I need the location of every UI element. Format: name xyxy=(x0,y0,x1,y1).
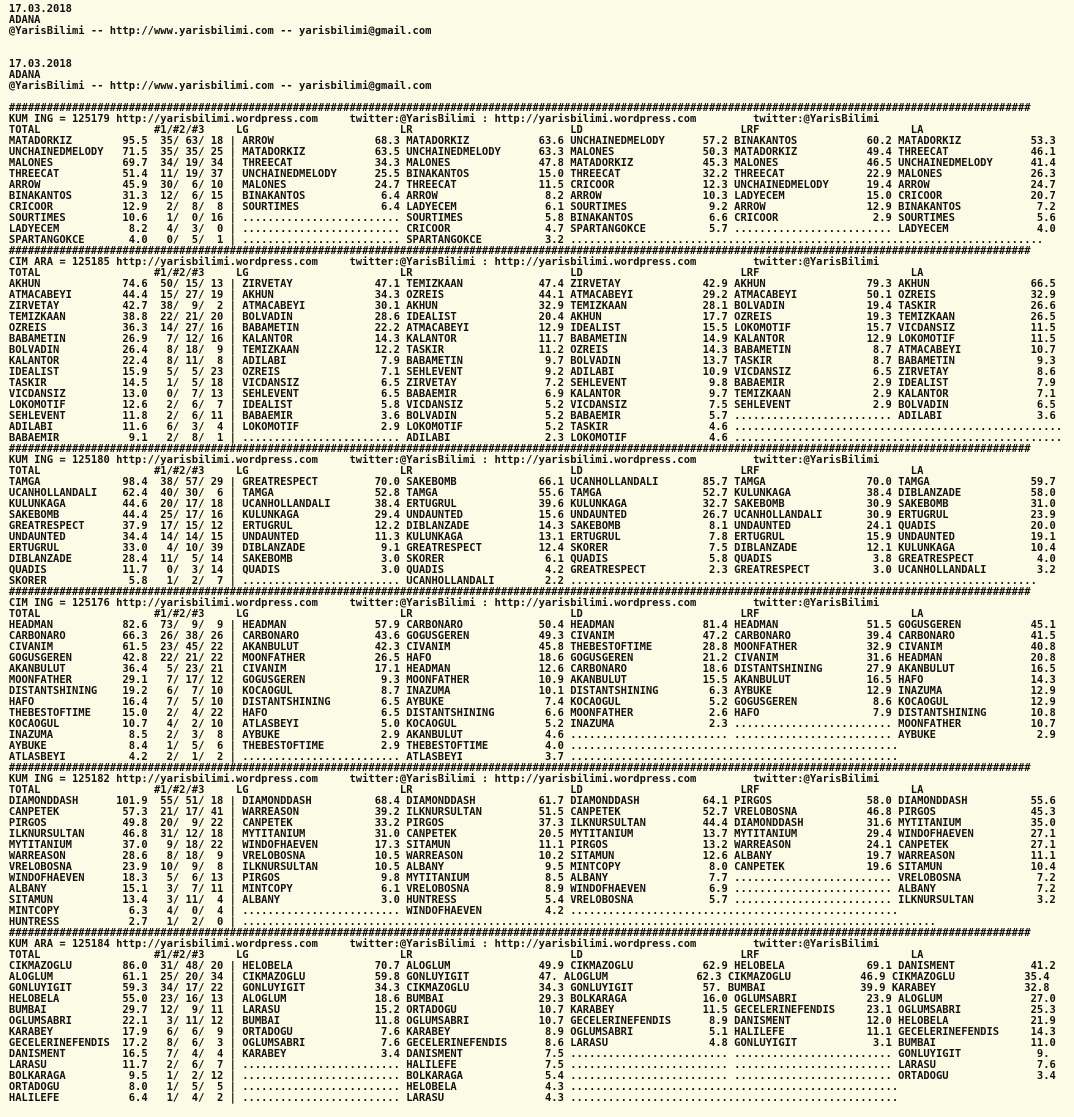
result-row: TASKIR 14.5 1/ 5/ 18 | VICDANSIZ 6.5 ZIRVETAY 7.2 SEHLEVENT 9.8 BABAEMIR 2.9 IDEALIST 7.9 xyxy=(8,377,1056,389)
result-row: ZIRVETAY 42.7 38/ 9/ 2 | ATMACABEYI 30.1 AKHUN 32.9 TEMIZKAAN 28.1 BOLVADIN 19.4 TASKIR 26.6 xyxy=(8,300,1056,312)
result-row: DISTANTSHINING 19.2 6/ 7/ 10 | KOCAOGUL 8.7 INAZUMA 10.1 DISTANTSHINING 6.3 AYBUKE 12.9 INAZUMA 12.9 xyxy=(8,685,1056,697)
result-row: BABAEMIR 9.1 2/ 8/ 1 | ......................... ADILABI 2.3 LOKOMOTIF 4.6 .................................................... xyxy=(8,432,1063,444)
result-row: ARROW 45.9 30/ 6/ 10 | MALONES 24.7 THREECAT 11.5 CRICOOR 12.3 UNCHAINEDMELODY 19.4 ARROW 24.7 xyxy=(8,179,1056,191)
separator-line: ################################################################################################################################################################## xyxy=(8,102,1031,114)
result-row: TAMGA 98.4 38/ 57/ 29 | GREATRESPECT 70.0 SAKEBOMB 66.1 UCANHOLLANDALI 85.7 TAMGA 70.0 TAMGA 59.7 xyxy=(8,476,1056,488)
result-row: ERTUGRUL 33.0 4/ 10/ 39 | DIBLANZADE 9.1 GREATRESPECT 12.4 SKORER 7.5 DIBLANZADE 12.1 KULUNKAGA 10.4 xyxy=(8,542,1056,554)
result-row: VRELOBOSNA 23.9 10/ 9/ 8 | ILKNURSULTAN 10.5 ALBANY 9.5 MINTCOPY 8.0 CANPETEK 19.6 SITAMUN 10.4 xyxy=(8,861,1056,873)
result-row: OGLUMSABRI 22.1 3/ 11/ 12 | BUMBAI 11.8 OGLUMSABRI 10.7 GECELERINEFENDIS 8.9 DANISMENT 12.0 HELOBELA 21.9 xyxy=(8,1015,1056,1027)
result-row: BOLKARAGA 9.5 1/ 2/ 12 | ......................... BOLKARAGA 5.4 ......................... ......................... ORTADOGU 3.4 xyxy=(8,1070,1056,1082)
result-row: TEMIZKAAN 38.8 22/ 21/ 20 | BOLVADIN 28.6 IDEALIST 20.4 AKHUN 17.7 OZREIS 19.3 TEMIZKAAN 26.5 xyxy=(8,311,1056,323)
result-row: GREATRESPECT 37.9 17/ 15/ 12 | ERTUGRUL 12.2 DIBLANZADE 14.3 SAKEBOMB 8.1 UNDAUNTED 24.1 QUADIS 20.0 xyxy=(8,520,1056,532)
blank-line xyxy=(9,48,1062,59)
result-row: DANISMENT 16.5 7/ 4/ 4 | KARABEY 3.4 DANISMENT 7.5 ......................... ......................... GONLUYIGIT 9. xyxy=(8,1048,1050,1060)
result-row: SEHLEVENT 11.8 2/ 6/ 11 | BABAEMIR 3.6 BOLVADIN 5.2 BABAEMIR 5.7 ......................... ADILABI 3.6 xyxy=(8,410,1056,422)
result-row: KARABEY 17.9 6/ 6/ 9 | ORTADOGU 7.6 KARABEY 8.9 OGLUMSABRI 5.1 HALILEFE 11.1 GECELERINEFENDIS 14.3 xyxy=(8,1026,1056,1038)
text-line: @YarisBilimi -- http://www.yarisbilimi.com -- yarisbilimi@gmail.com xyxy=(8,25,432,37)
column-header-line: TOTAL #1/#2/#3 LG LR LD LRF LA xyxy=(8,784,924,796)
result-row: THREECAT 51.4 11/ 19/ 37 | UNCHAINEDMELODY 25.5 BINAKANTOS 15.0 THREECAT 32.2 THREECAT 22.9 MALONES 26.3 xyxy=(8,168,1056,180)
race-header-line: KUM ING = 125182 http://yarisbilimi.wordpress.com twitter:@YarisBilimi : http://yarisbilimi.wordpress.com twitter:@YarisBilimi xyxy=(8,773,880,785)
result-row: MOONFATHER 29.1 7/ 17/ 12 | GOGUSGEREN 9.3 MOONFATHER 10.9 AKANBULUT 15.5 AKANBULUT 16.5 HAFO 14.3 xyxy=(8,674,1056,686)
result-row: GOGUSGEREN 42.8 22/ 21/ 22 | MOONFATHER 26.5 HAFO 18.6 GOGUSGEREN 21.2 CIVANIM 31.6 HEADMAN 20.8 xyxy=(8,652,1056,664)
result-row: AYBUKE 8.4 1/ 5/ 6 | THEBESTOFTIME 2.9 THEBESTOFTIME 4.0 .................................................... xyxy=(8,740,899,752)
column-header-line: TOTAL #1/#2/#3 LG LR LD LRF LA xyxy=(8,124,924,136)
result-row: HELOBELA 55.0 23/ 16/ 13 | ALOGLUM 18.6 BUMBAI 29.3 BOLKARAGA 16.0 OGLUMSABRI 23.9 ALOGLUM 27.0 xyxy=(8,993,1056,1005)
separator-line: ################################################################################################################################################################## xyxy=(8,443,1031,455)
result-row: ATLASBEYI 4.2 2/ 1/ 2 | ......................... ATLASBEYI 3.7 .................................................... xyxy=(8,751,899,763)
column-header-line: TOTAL #1/#2/#3 LG LR LD LRF LA xyxy=(8,608,924,620)
column-header-line: TOTAL #1/#2/#3 LG LR LD LRF LA xyxy=(8,267,924,279)
separator-line: ################################################################################################################################################################## xyxy=(8,762,1031,774)
result-row: BOLVADIN 26.4 8/ 18/ 9 | TEMIZKAAN 12.2 TASKIR 11.2 OZREIS 14.3 BABAMETIN 8.7 ATMACABEYI 10.7 xyxy=(8,344,1056,356)
result-row: KOCAOGUL 10.7 4/ 2/ 10 | ATLASBEYI 5.0 KOCAOGUL 5.2 INAZUMA 2.3 ......................... MOONFATHER 10.7 xyxy=(8,718,1056,730)
result-row: SOURTIMES 10.6 1/ 0/ 16 | ......................... SOURTIMES 5.8 BINAKANTOS 6.6 CRICOOR 2.9 SOURTIMES 5.6 xyxy=(8,212,1056,224)
result-row: ADILABI 11.6 6/ 3/ 4 | LOKOMOTIF 2.9 LOKOMOTIF 5.2 TASKIR 4.6 .................................................... xyxy=(8,421,1063,433)
race-header-line: CIM ING = 125176 http://yarisbilimi.wordpress.com twitter:@YarisBilimi : http://yarisbilimi.wordpress.com twitter:@YarisBilimi xyxy=(8,597,880,609)
result-row: PIRGOS 49.8 20/ 9/ 22 | CANPETEK 33.2 PIRGOS 37.3 ILKNURSULTAN 44.4 DIAMONDDASH 31.6 MYTITANIUM 35.0 xyxy=(8,817,1056,829)
result-row: CARBONARO 66.3 26/ 38/ 26 | CARBONARO 43.6 GOGUSGEREN 49.3 CIVANIM 47.2 CARBONARO 39.4 CARBONARO 41.5 xyxy=(8,630,1056,642)
result-row: LADYECEM 8.2 4/ 3/ 0 | ......................... CRICOOR 4.7 SPARTANGOKCE 5.7 ......................... LADYECEM 4.0 xyxy=(8,223,1056,235)
text-line: ADANA xyxy=(8,14,41,26)
result-row: ALOGLUM 61.1 25/ 20/ 34 | CIKMAZOGLU 59.8 GONLUYIGIT 47. ALOGLUM 62.3 CIKMAZOGLU 46.9 CIKMAZOGLU 35.4 xyxy=(8,971,1050,983)
result-row: LARASU 11.7 2/ 6/ 7 | ......................... HALILEFE 7.5 ......................... ......................... LARASU 7.6 xyxy=(8,1059,1056,1071)
result-row: ATMACABEYI 44.4 15/ 27/ 19 | AKHUN 34.3 OZREIS 44.1 ATMACABEYI 29.2 ATMACABEYI 50.1 OZREIS 32.9 xyxy=(8,289,1056,301)
text-line: 17.03.2018 xyxy=(8,3,72,15)
result-row: ALBANY 15.1 3/ 7/ 11 | MINTCOPY 6.1 VRELOBOSNA 8.9 WINDOFHAEVEN 6.9 ......................... ALBANY 7.2 xyxy=(8,883,1056,895)
result-row: BINAKANTOS 31.3 12/ 6/ 15 | BINAKANTOS 6.4 ARROW 8.2 ARROW 10.3 LADYECEM 15.0 CRICOOR 20.7 xyxy=(8,190,1056,202)
column-header-line: TOTAL #1/#2/#3 LG LR LD LRF LA xyxy=(8,949,924,961)
result-row: CIVANIM 61.5 23/ 45/ 22 | AKANBULUT 42.3 CIVANIM 45.8 THEBESTOFTIME 28.8 MOONFATHER 32.9 CIVANIM 40.8 xyxy=(8,641,1056,653)
result-row: LOKOMOTIF 12.6 2/ 6/ 7 | IDEALIST 5.8 VICDANSIZ 5.2 VICDANSIZ 7.5 SEHLEVENT 2.9 BOLVADIN 6.5 xyxy=(8,399,1056,411)
separator-line: ################################################################################################################################################################## xyxy=(8,245,1031,257)
result-row: ILKNURSULTAN 46.8 31/ 12/ 18 | MYTITANIUM 31.0 CANPETEK 20.5 MYTITANIUM 13.7 MYTITANIUM 29.4 WINDOFHAEVEN 27.1 xyxy=(8,828,1056,840)
text-line: ADANA xyxy=(8,69,41,81)
blank-line xyxy=(9,37,1062,48)
separator-line: ################################################################################################################################################################## xyxy=(8,586,1031,598)
result-row: KULUNKAGA 44.6 20/ 17/ 18 | UCANHOLLANDALI 38.4 ERTUGRUL 39.6 KULUNKAGA 32.7 SAKEBOMB 30.9 SAKEBOMB 31.0 xyxy=(8,498,1056,510)
result-row: CIKMAZOGLU 86.0 31/ 48/ 20 | HELOBELA 70.7 ALOGLUM 49.9 CIKMAZOGLU 62.9 HELOBELA 69.1 DANISMENT 41.2 xyxy=(8,960,1056,972)
result-row: AKHUN 74.6 50/ 15/ 13 | ZIRVETAY 47.1 TEMIZKAAN 47.4 ZIRVETAY 42.9 AKHUN 79.3 AKHUN 66.5 xyxy=(8,278,1056,290)
result-row: WARREASON 28.6 8/ 18/ 9 | VRELOBOSNA 10.5 WARREASON 10.2 SITAMUN 12.6 ALBANY 19.7 WARREASON 11.1 xyxy=(8,850,1056,862)
result-row: SAKEBOMB 44.4 25/ 17/ 16 | KULUNKAGA 29.4 UNDAUNTED 15.6 UNDAUNTED 26.7 UCANHOLLANDALI 30.9 ERTUGRUL 23.9 xyxy=(8,509,1056,521)
result-row: UCANHOLLANDALI 62.4 40/ 30/ 6 | TAMGA 52.8 TAMGA 55.6 TAMGA 52.7 KULUNKAGA 38.4 DIBLANZADE 58.0 xyxy=(8,487,1056,499)
result-row: OZREIS 36.3 14/ 27/ 16 | BABAMETIN 22.2 ATMACABEYI 12.9 IDEALIST 15.5 LOKOMOTIF 15.7 VICDANSIZ 11.5 xyxy=(8,322,1056,334)
result-row: AKANBULUT 36.4 5/ 23/ 21 | CIVANIM 17.1 HEADMAN 12.6 CARBONARO 18.6 DISTANTSHINING 27.9 AKANBULUT 16.5 xyxy=(8,663,1056,675)
separator-line: ################################################################################################################################################################## xyxy=(8,927,1031,939)
text-line: 17.03.2018 xyxy=(8,58,72,70)
race-header-line: KUM ARA = 125184 http://yarisbilimi.wordpress.com twitter:@YarisBilimi : http://yarisbilimi.wordpress.com twitter:@YarisBilimi xyxy=(8,938,880,950)
result-row: HALILEFE 6.4 1/ 4/ 2 | ......................... LARASU 4.3 .................................................... xyxy=(8,1092,899,1104)
result-row: DIBLANZADE 28.4 11/ 5/ 14 | SAKEBOMB 3.0 SKORER 6.1 QUADIS 5.8 QUADIS 3.8 GREATRESPECT 4.0 xyxy=(8,553,1056,565)
result-row: BUMBAI 29.7 12/ 9/ 11 | LARASU 15.2 ORTADOGU 10.7 KARABEY 11.5 GECELERINEFENDIS 23.1 OGLUMSABRI 25.3 xyxy=(8,1004,1056,1016)
result-row: WINDOFHAEVEN 18.3 5/ 6/ 13 | PIRGOS 9.8 MYTITANIUM 8.5 ALBANY 7.7 ......................... VRELOBOSNA 7.2 xyxy=(8,872,1056,884)
result-row: MINTCOPY 6.3 4/ 0/ 4 | ......................... WINDOFHAEVEN 4.2 .................................................... xyxy=(8,905,899,917)
result-row: ORTADOGU 8.0 1/ 5/ 5 | ......................... HELOBELA 4.3 .................................................... xyxy=(8,1081,899,1093)
result-row: VICDANSIZ 13.0 0/ 7/ 13 | SEHLEVENT 6.5 BABAEMIR 6.9 KALANTOR 9.7 TEMIZKAAN 2.9 KALANTOR 7.1 xyxy=(8,388,1056,400)
result-row: HAFO 16.4 7/ 5/ 10 | DISTANTSHINING 6.5 AYBUKE 7.4 KOCAOGUL 5.2 GOGUSGEREN 8.6 KOCAOGUL 12.9 xyxy=(8,696,1056,708)
race-header-line: KUM ING = 125179 http://yarisbilimi.wordpress.com twitter:@YarisBilimi : http://yarisbilimi.wordpress.com twitter:@YarisBilimi xyxy=(8,113,880,125)
result-row: HUNTRESS 2.7 1/ 2/ 0 | .............................................................................................................. xyxy=(8,916,936,928)
result-row: THEBESTOFTIME 15.0 2/ 4/ 22 | HAFO 6.5 DISTANTSHINING 6.6 MOONFATHER 2.6 HAFO 7.9 DISTANTSHINING 10.8 xyxy=(8,707,1056,719)
result-row: GECELERINEFENDIS 17.2 8/ 6/ 3 | OGLUMSABRI 7.6 GECELERINEFENDIS 8.6 LARASU 4.8 GONLUYIGIT 3.1 BUMBAI 11.0 xyxy=(8,1037,1056,1049)
result-row: DIAMONDDASH 101.9 55/ 51/ 18 | DIAMONDDASH 68.4 DIAMONDDASH 61.7 DIAMONDDASH 64.1 PIRGOS 58.0 DIAMONDDASH 55.6 xyxy=(8,795,1056,807)
text-line: @YarisBilimi -- http://www.yarisbilimi.com -- yarisbilimi@gmail.com xyxy=(8,80,432,92)
result-row: GONLUYIGIT 59.3 34/ 17/ 22 | GONLUYIGIT 34.3 CIKMAZOGLU 34.3 GONLUYIGIT 57. BUMBAI 39.9 KARABEY 32.8 xyxy=(8,982,1050,994)
result-row: CRICOOR 12.9 2/ 8/ 8 | SOURTIMES 6.4 LADYECEM 6.1 SOURTIMES 9.2 ARROW 12.9 BINAKANTOS 7.2 xyxy=(8,201,1056,213)
result-row: MATADORKIZ 95.5 35/ 63/ 18 | ARROW 68.3 MATADORKIZ 63.6 UNCHAINEDMELODY 57.2 BINAKANTOS 60.2 MATADORKIZ 53.3 xyxy=(8,135,1056,147)
result-row: UNCHAINEDMELODY 71.5 35/ 35/ 25 | MATADORKIZ 63.5 UNCHAINEDMELODY 63.3 MALONES 50.3 MATADORKIZ 49.4 THREECAT 46.1 xyxy=(8,146,1056,158)
result-row: SPARTANGOKCE 4.0 0/ 5/ 1 | ......................... SPARTANGOKCE 3.2 ........................................................................... xyxy=(8,234,1044,246)
result-row: MALONES 69.7 34/ 19/ 34 | THREECAT 34.3 MALONES 47.8 MATADORKIZ 45.3 MALONES 46.5 UNCHAINEDMELODY 41.4 xyxy=(8,157,1056,169)
column-header-line: TOTAL #1/#2/#3 LG LR LD LRF LA xyxy=(8,465,924,477)
result-row: UNDAUNTED 34.4 14/ 14/ 15 | UNDAUNTED 11.3 KULUNKAGA 13.1 ERTUGRUL 7.8 ERTUGRUL 15.9 UNDAUNTED 19.1 xyxy=(8,531,1056,543)
result-row: MYTITANIUM 37.0 9/ 18/ 22 | WINDOFHAEVEN 17.3 SITAMUN 11.1 PIRGOS 13.2 WARREASON 24.1 CANPETEK 27.1 xyxy=(8,839,1056,851)
result-row: SKORER 5.8 1/ 2/ 7 | ......................... UCANHOLLANDALI 2.2 .......................................................................... xyxy=(8,575,1037,587)
race-header-line: CIM ARA = 125185 http://yarisbilimi.wordpress.com twitter:@YarisBilimi : http://yarisbilimi.wordpress.com twitter:@YarisBilimi xyxy=(8,256,880,268)
result-row: INAZUMA 8.5 2/ 3/ 8 | AYBUKE 2.9 AKANBULUT 4.6 ......................... ......................... AYBUKE 2.9 xyxy=(8,729,1056,741)
race-header-line: KUM ING = 125180 http://yarisbilimi.wordpress.com twitter:@YarisBilimi : http://yarisbilimi.wordpress.com twitter:@YarisBilimi xyxy=(8,454,880,466)
result-row: SITAMUN 13.4 3/ 11/ 4 | ALBANY 3.0 HUNTRESS 5.4 VRELOBOSNA 5.7 ......................... ILKNURSULTAN 3.2 xyxy=(8,894,1056,906)
result-row: CANPETEK 57.3 21/ 17/ 41 | WARREASON 39.2 ILKNURSULTAN 51.5 CANPETEK 52.7 VRELOBOSNA 46.8 PIRGOS 45.3 xyxy=(8,806,1056,818)
result-row: BABAMETIN 26.9 7/ 12/ 16 | KALANTOR 14.3 KALANTOR 11.7 BABAMETIN 14.9 KALANTOR 12.9 LOKOMOTIF 11.5 xyxy=(8,333,1056,345)
result-row: HEADMAN 82.6 73/ 9/ 9 | HEADMAN 57.9 CARBONARO 50.4 HEADMAN 81.4 HEADMAN 51.5 GOGUSGEREN 45.1 xyxy=(8,619,1056,631)
result-row: IDEALIST 15.9 5/ 5/ 23 | OZREIS 7.1 SEHLEVENT 9.2 ADILABI 10.9 VICDANSIZ 6.5 ZIRVETAY 8.6 xyxy=(8,366,1056,378)
result-row: QUADIS 11.7 0/ 3/ 14 | QUADIS 3.0 QUADIS 4.2 GREATRESPECT 2.3 GREATRESPECT 3.0 UCANHOLLANDALI 3.2 xyxy=(8,564,1056,576)
result-row: KALANTOR 22.4 8/ 11/ 8 | ADILABI 7.9 BABAMETIN 9.7 BOLVADIN 13.7 TASKIR 8.7 BABAMETIN 9.3 xyxy=(8,355,1056,367)
